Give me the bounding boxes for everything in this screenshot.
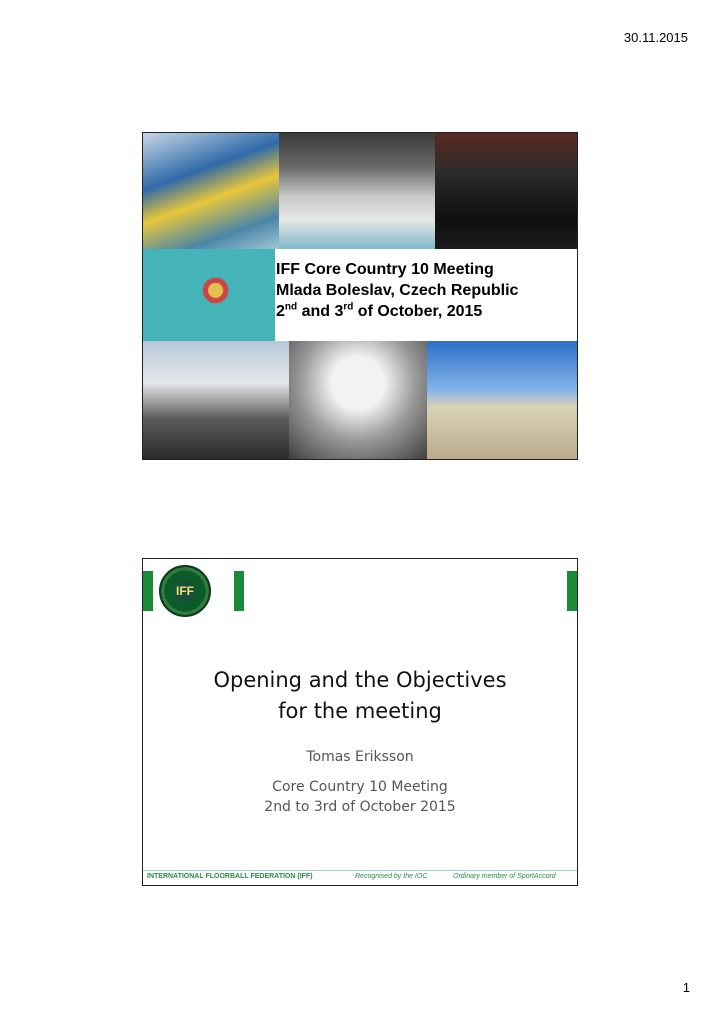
footer-divider xyxy=(143,870,577,871)
photo-indoor-player xyxy=(289,341,427,460)
federation-name: INTERNATIONAL FLOORBALL FEDERATION (IFF) xyxy=(147,873,313,880)
green-bar-left xyxy=(143,571,153,611)
logo-text: IFF xyxy=(176,584,194,598)
photo-youth-players xyxy=(143,341,289,460)
iff-logo-icon xyxy=(159,565,211,617)
photo-team-celebration xyxy=(279,133,435,249)
meeting-name: IFF Core Country 10 Meeting xyxy=(276,261,494,278)
photo-floorball-match xyxy=(143,133,279,249)
presenter-name: Tomas Eriksson xyxy=(306,749,414,765)
slide-2-title: Opening and the Objectives for the meeting xyxy=(213,668,507,723)
green-bar-left-inner xyxy=(234,571,244,611)
slide-1-title xyxy=(276,259,576,322)
ioc-recognition: Recognised by the IOC xyxy=(355,873,428,880)
sportaccord-membership: Ordinary member of SportAccord xyxy=(453,873,556,880)
event-info: Core Country 10 Meeting 2nd to 3rd of October 2015 xyxy=(264,779,456,815)
page-number: 1 xyxy=(682,980,690,995)
slide-footer xyxy=(147,872,573,882)
photo-player-overhead xyxy=(143,249,275,341)
print-date: 30.11.2015 xyxy=(623,30,688,45)
slide-1 xyxy=(142,132,578,460)
photo-outdoor-game xyxy=(427,341,578,460)
photo-team-huddle xyxy=(435,133,578,249)
green-bar-right xyxy=(567,571,577,611)
meeting-location: Mlada Boleslav, Czech Republic xyxy=(276,282,519,299)
meeting-dates: 2nd and 3rd of October, 2015 xyxy=(276,301,483,320)
slide-2 xyxy=(142,558,578,886)
